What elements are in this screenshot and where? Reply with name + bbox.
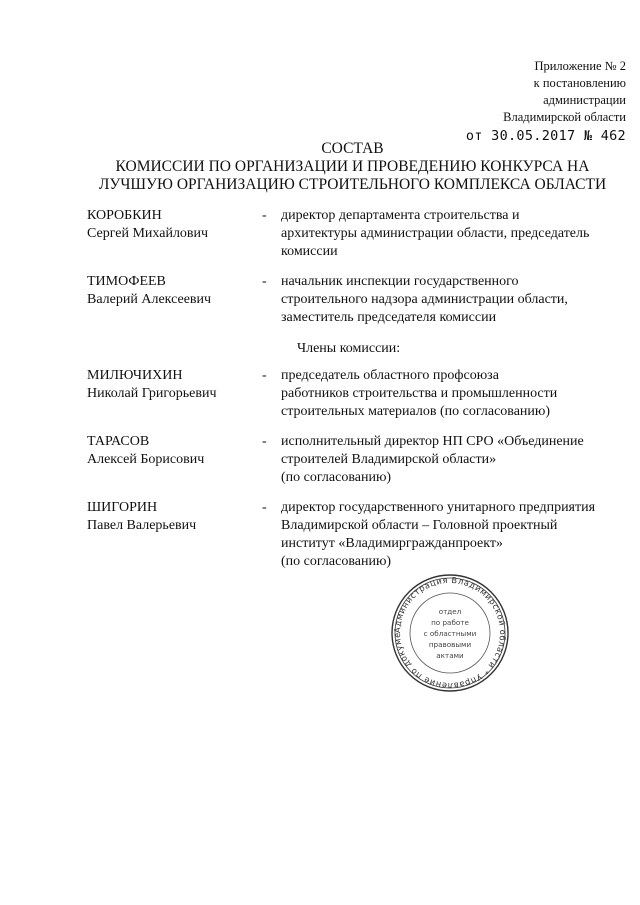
position-line: директор департамента строительства и [281,208,520,223]
member-given-name: Сергей Михайлович [87,226,209,241]
member-position [281,499,626,571]
stamp-inner-line: правовыми [428,640,472,649]
position-line: строительных материалов (по согласованию) [281,404,551,419]
appendix-line-3: администрации [543,93,626,107]
member-name [87,367,262,403]
position-line: работников строительства и промышленности [281,386,558,401]
position-line: Владимирской области – Головной проектный [281,518,558,533]
entry-dash: - [262,368,267,383]
member-name [87,499,262,535]
document-title [70,140,635,194]
stamp-inner-line: актами [436,651,464,660]
position-line: начальник инспекции государственного [281,274,519,289]
member-given-name: Валерий Алексеевич [87,292,212,307]
member-surname: ТАРАСОВ [87,434,150,449]
member-given-name: Алексей Борисович [87,452,205,467]
member-surname: МИЛЮЧИХИН [87,368,183,383]
position-line: заместитель председателя комиссии [281,310,497,325]
member-surname: КОРОБКИН [87,208,162,223]
member-given-name: Николай Григорьевич [87,386,217,401]
entry-dash: - [262,434,267,449]
stamp-seal-icon [383,573,517,693]
member-position [281,433,626,487]
entry-dash: - [262,274,267,289]
position-line: архитектуры администрации области, председатель [281,226,590,241]
member-position [281,273,626,327]
appendix-line-2: к постановлению [533,76,626,90]
position-line: исполнительный директор НП СРО «Объединение [281,434,584,449]
title-line-1: СОСТАВ [321,140,384,157]
stamp-inner-line: с областными [423,629,477,638]
position-line: строительного надзора администрации области, [281,292,568,307]
entry-dash: - [262,500,267,515]
position-line: председатель областного профсоюза [281,368,499,383]
member-name [87,273,262,309]
appendix-line-1: Приложение № 2 [534,59,626,73]
stamp-inner-line: отдел [438,607,462,616]
title-line-2: КОМИССИИ ПО ОРГАНИЗАЦИИ И ПРОВЕДЕНИЮ КОНКУРСА НА [115,158,590,175]
position-line: директор государственного унитарного предприятия [281,500,596,515]
member-position [281,367,626,421]
position-line: строителей Владимирской области» [281,452,497,467]
position-line: (по согласованию) [281,554,392,569]
title-line-3: ЛУЧШУЮ ОРГАНИЗАЦИЮ СТРОИТЕЛЬНОГО КОМПЛЕКСА ОБЛАСТИ [98,176,607,193]
members-heading: Члены комиссии: [297,341,401,356]
official-stamp [383,573,517,693]
stamp-outer-text: Администрация Владимирской области * Управление по докуме [391,574,509,692]
member-name [87,433,262,469]
position-line: комиссии [281,244,338,259]
position-line: институт «Владимиргражданпроект» [281,536,503,551]
member-position [281,207,626,261]
position-line: (по согласованию) [281,470,392,485]
stamp-inner-line: по работе [431,618,469,627]
appendix-line-4: Владимирской области [503,110,626,124]
appendix-header [466,58,626,145]
decree-date-number: от 30.05.2017 № 462 [465,128,626,144]
member-surname: ТИМОФЕЕВ [87,274,166,289]
entry-dash: - [262,208,267,223]
member-surname: ШИГОРИН [87,500,158,515]
member-name [87,207,262,243]
member-given-name: Павел Валерьевич [87,518,197,533]
